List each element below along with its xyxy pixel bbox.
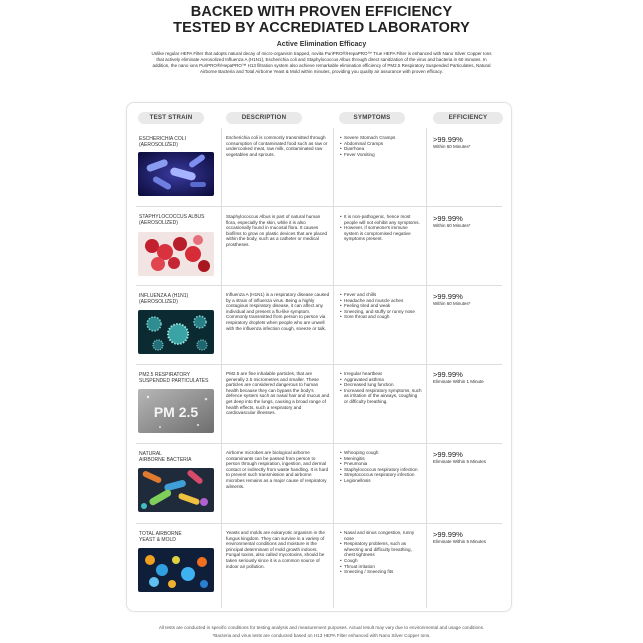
symptom-item: • Severe Stomach Cramps bbox=[340, 135, 422, 141]
pm25-image-text: PM 2.5 bbox=[153, 404, 199, 420]
row-divider bbox=[136, 206, 502, 207]
row-divider bbox=[136, 443, 502, 444]
yeast-mold-image bbox=[138, 548, 214, 592]
efficiency-note: Eliminate Within 5 Minutes bbox=[433, 459, 487, 464]
symptoms-airborne-bacteria bbox=[340, 450, 422, 484]
intro-paragraph: Unlike regular HEPA Filter that adopts natural decay of micro-organism trapped, novita PuriPRO®/HepaPRO™ True HEPA Filter is enhanced with Nano Silver Copper Ions that actively eliminate Aerosolized Influenza A (H1N1), Escherichia coli and Staphylococcus Albus through direct sanitization of the virus and bacteria in 60 minutes. In addition, the nano ions PuriPRO®/HepaPRO™ H13 filtration system also achieve remarkable elimination efficiency of PM2.5 Respiratory Suspended Particulates, Natural Airborne Bacteria and Total Airborne Yeast & Mold within minutes, providing you quality air assurance with proven efficacy. bbox=[151, 51, 492, 75]
symptom-item: • Meningitis bbox=[340, 456, 422, 462]
row-divider bbox=[136, 523, 502, 524]
efficiency-staphylococcus bbox=[433, 215, 505, 229]
symptom-item: • Whooping cough bbox=[340, 450, 422, 456]
efficiency-influenza bbox=[433, 293, 505, 307]
symptom-item: • Sneezing, and stuffy or runny nose bbox=[340, 309, 422, 315]
symptom-item: • Throat irritation bbox=[340, 564, 422, 570]
description-pm25: PM2.5 are fine inhalable particles, that are generally 2.5 micrometres and smaller. These particles are considered dangerous to human health because they can bypass the body's defence system such as nasal hair and mucus and get deep into the lungs, causing a broad range of health effects, such a respiratory and cardiovascular illnesses. bbox=[226, 371, 330, 416]
description-airborne-bacteria: Airborne microbes are biological airborne contaminants can be passed from person to person through respiration, ingestion, and dermal contact or indirectly from waste handling. It is hard to prevent such transmission and airborne microbes remains as a major cause of respiratory ailments. bbox=[226, 450, 329, 489]
symptom-item: • It is non-pathogenic, hence most people will not exhibit any symptoms. bbox=[340, 214, 422, 225]
symptom-item: • Abdominal Cramps bbox=[340, 141, 422, 147]
efficiency-note: Eliminate Within 5 Minutes bbox=[433, 539, 487, 544]
symptoms-ecoli bbox=[340, 135, 422, 157]
staphylococcus-image bbox=[138, 232, 214, 276]
symptoms-yeast-mold bbox=[340, 530, 422, 575]
symptoms-staphylococcus bbox=[340, 214, 422, 242]
efficiency-value: >99.99% bbox=[433, 450, 463, 459]
description-staphylococcus: Staphylococcus Albus is part of natural human flora, especially the skin, while it is also occasionally found in mucosal flora. It causes biofilms to grow on plastic devices that are placed within the body, such as a catheter or medical prostheses. bbox=[226, 214, 328, 247]
efficiency-value: >99.99% bbox=[433, 370, 463, 379]
symptom-item: • Decreased lung function bbox=[340, 382, 422, 388]
efficiency-note: Within 60 Minutes* bbox=[433, 301, 471, 306]
header-symptoms: SYMPTOMS bbox=[339, 112, 405, 124]
symptom-item: • Nasal and sinus congestion, runny nose bbox=[340, 530, 422, 541]
efficiency-yeast-mold bbox=[433, 531, 505, 545]
strain-name-influenza: INFLUENZA A (H1N1) (AEROSOLIZED) bbox=[139, 293, 189, 305]
strain-name-ecoli: ESCHERICHIA COLI (AEROSOLIZED) bbox=[139, 136, 186, 148]
symptom-item: • Headache and muscle aches bbox=[340, 298, 422, 304]
symptom-item: • Increased respiratory symptoms, such as irritation of the airways, coughing or difficulty breathing. bbox=[340, 388, 422, 405]
symptom-item: • Feeling tired and weak bbox=[340, 303, 422, 309]
row-divider bbox=[136, 285, 502, 286]
header-description: DESCRIPTION bbox=[226, 112, 302, 124]
efficiency-pm25 bbox=[433, 371, 505, 385]
efficiency-note: Within 60 Minutes* bbox=[433, 223, 471, 228]
symptom-item: • Fever and chills bbox=[340, 292, 422, 298]
symptom-item: • Aggravated asthma bbox=[340, 377, 422, 383]
header-test-strain: TEST STRAIN bbox=[138, 112, 204, 124]
symptom-item: • However, if someone's immune system is compromised negative symptoms present. bbox=[340, 225, 422, 242]
row-divider bbox=[136, 364, 502, 365]
headline-line-1: BACKED WITH PROVEN EFFICIENCY bbox=[190, 4, 453, 20]
efficiency-value: >99.99% bbox=[433, 292, 463, 301]
symptom-item: • Sore throat and cough bbox=[340, 314, 422, 320]
footnote-testing-conditions: All tests are conducted in specific conditions for testing analysis and measurement purposes. Actual result may vary due to environmental and usage conditions. bbox=[158, 625, 485, 630]
strain-name-staphylococcus: STAPHYLOCOCCUS ALBUS (AEROSOLIZED) bbox=[139, 214, 205, 226]
efficiency-value: >99.99% bbox=[433, 135, 463, 144]
strain-name-pm25: PM2.5 RESPIRATORY SUSPENDED PARTICULATES bbox=[139, 372, 209, 384]
strain-name-airborne-bacteria: NATURAL AIRBORNE BACTERIA bbox=[139, 451, 192, 463]
efficiency-value: >99.99% bbox=[433, 530, 463, 539]
airborne-bacteria-image bbox=[138, 468, 214, 512]
symptom-item: • Irregular heartbeat bbox=[340, 371, 422, 377]
symptoms-pm25 bbox=[340, 371, 422, 405]
influenza-virus-image bbox=[138, 310, 214, 354]
symptom-item: • Sneezing / Sneezing fits bbox=[340, 569, 422, 575]
column-divider bbox=[333, 128, 334, 608]
strain-name-yeast-mold: TOTAL AIRBORNE YEAST & MOLD bbox=[139, 531, 182, 543]
symptom-item: • Diarrhoea bbox=[340, 146, 422, 152]
headline-line-2: TESTED BY ACCREDIATED LABORATORY bbox=[173, 20, 470, 36]
symptoms-influenza bbox=[340, 292, 422, 320]
column-divider bbox=[426, 128, 427, 608]
description-yeast-mold: Yeasts and molds are eukaryotic organism in the fungus kingdom. They can survive in a variety of environmental conditions and moisture is the principal determinant of mold growth indoors. Fungal toxins, also called mycotoxins, should be taken seriously since it is a common source of indoor air pollution. bbox=[226, 530, 325, 569]
symptom-item: • Cough bbox=[340, 558, 422, 564]
e-coli-bacteria-image bbox=[138, 152, 214, 196]
efficiency-ecoli bbox=[433, 136, 505, 150]
symptom-item: • Staphylococcus respiratory infection bbox=[340, 467, 422, 473]
description-influenza: Influenza A (H1N1) is a respiratory disease caused by a strain of influenza virus. Being a highly contagious respiratory disease, it can affect any individual and present a flu-like symptom. Commonly transmitted from person to person via respiratory droplets when people who are unwell with the influenza infection cough, sneeze or talk. bbox=[226, 292, 330, 331]
symptom-item: • Pneumonia bbox=[340, 461, 422, 467]
footnote-test-basis: *Bacteria and virus tests are conducted based on H13 HEPA Filter enhanced with Nano Silver Copper Ions. bbox=[212, 633, 431, 638]
efficiency-note: Within 60 Minutes* bbox=[433, 144, 471, 149]
intro-title: Active Elimination Efficacy bbox=[276, 41, 367, 48]
symptom-item: • Respiratory problems, such as wheezing and difficulty breathing, chest tightness bbox=[340, 541, 422, 558]
efficiency-note: Eliminate Within 1 Minute bbox=[433, 379, 484, 384]
efficiency-airborne-bacteria bbox=[433, 451, 505, 465]
pm25-particulates-image bbox=[138, 389, 214, 433]
efficiency-value: >99.99% bbox=[433, 214, 463, 223]
header-efficiency: EFFICIENCY bbox=[433, 112, 503, 124]
symptom-item: • Streptococcus respiratory infection bbox=[340, 472, 422, 478]
symptom-item: • Fever Vomiting bbox=[340, 152, 422, 158]
description-ecoli: Escherichia coli is commonly transmitted through consumption of contaminated food such as raw or undercooked meat, raw milk, contaminated raw vegetables and sprouts. bbox=[226, 135, 328, 157]
symptom-item: • Legionellosis bbox=[340, 478, 422, 484]
column-divider bbox=[221, 128, 222, 608]
